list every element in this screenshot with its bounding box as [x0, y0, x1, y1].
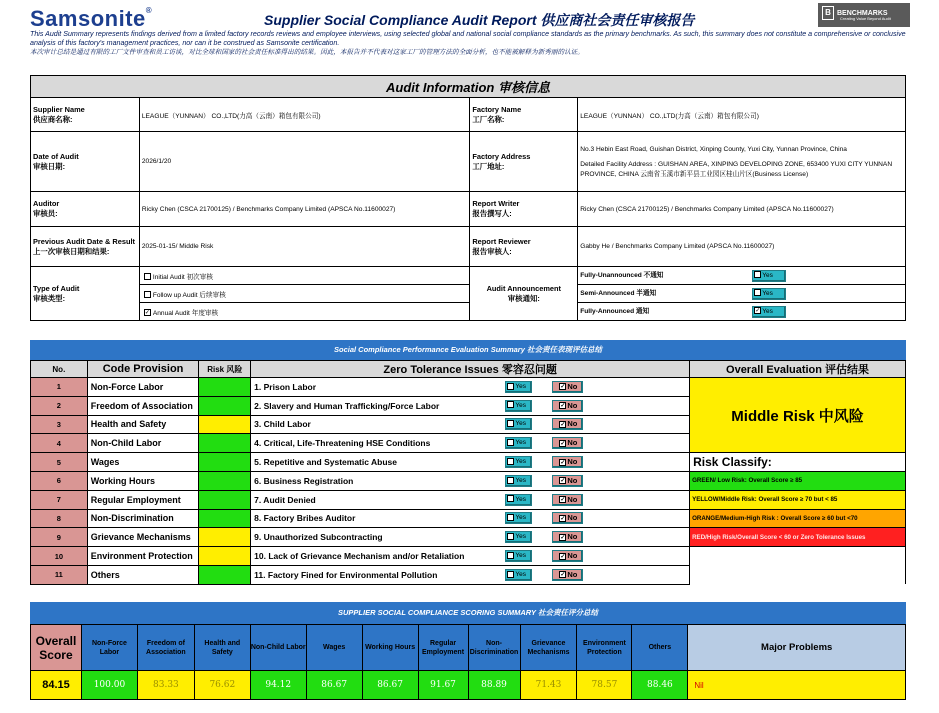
disclaimer	[30, 30, 910, 57]
zero-tolerance-issue: 5. Repetitive and Systematic Abuse	[251, 453, 503, 472]
semi-announced-yes-toggle[interactable]: Yes	[752, 288, 786, 300]
overall-evaluation-result: Middle Risk 中风险	[690, 378, 906, 453]
score-value-cell: 94.12	[250, 671, 306, 700]
code-provision: Health and Safety	[87, 415, 199, 434]
code-provision: Wages	[87, 453, 199, 472]
score-header-cell: Health and Safety	[194, 625, 250, 671]
code-provision: Others	[87, 565, 199, 584]
evaluation-row	[31, 547, 906, 566]
factory-name-value: LEAGUE（YUNNAN） CO.,LTD(力高（云南）箱包有限公司)	[578, 98, 906, 132]
audit-type-annual[interactable]: ✓ Annual Audit 年度审核	[139, 303, 469, 321]
risk-classify-item: GREEN/ Low Risk: Overall Score ≥ 85	[690, 471, 906, 490]
row-number: 6	[31, 471, 88, 490]
score-header-cell: Non-Child Labor	[250, 625, 306, 671]
zt-yes-toggle[interactable]: Yes	[505, 550, 532, 562]
overall-score-header: Overall Score	[31, 625, 82, 671]
zero-tolerance-issue: 9. Unauthorized Subcontracting	[251, 528, 503, 547]
score-header-cell: Non-Force Labor	[81, 625, 137, 671]
risk-indicator	[199, 528, 251, 547]
zt-yes-toggle[interactable]: Yes	[505, 456, 532, 468]
row-number: 4	[31, 434, 88, 453]
risk-classify-label: Risk Classify:	[690, 453, 906, 472]
code-provision: Environment Protection	[87, 547, 199, 566]
report-writer-value: Ricky Chen (CSCA 21700125) / Benchmarks Company Limited (APSCA No.11600027)	[578, 192, 906, 227]
zt-no-toggle[interactable]: ✓ No	[552, 512, 583, 524]
fully-unannounced-yes-toggle[interactable]: Yes	[752, 270, 786, 282]
evaluation-row	[31, 453, 906, 472]
col-no-header: No.	[31, 361, 88, 378]
disclaimer-en: This Audit Summary represents findings derived from a limited factory records reviews and employee interviews, using selected global and national social compliance standards as the primary benchmarks. As such, this summary does not constitute a comprehensive or conclusive analysis of this factory's management practices, nor can it be construed as Samsonite certification.	[30, 30, 906, 47]
evaluation-row	[31, 490, 906, 509]
supplier-name-label: Supplier Name 供应商名称:	[31, 98, 140, 132]
zt-yes-toggle[interactable]: Yes	[505, 531, 532, 543]
zero-tolerance-answer	[502, 434, 689, 453]
audit-type-followup[interactable]: Follow up Audit 后续审核	[139, 285, 469, 303]
announce-fully-unannounced: Fully-Unannounced 不通知 Yes	[578, 267, 906, 285]
evaluation-row	[31, 471, 906, 490]
factory-name-label: Factory Name 工厂名称:	[470, 98, 578, 132]
risk-classify-item: YELLOW/Middle Risk: Overall Score ≥ 70 but < 85	[690, 490, 906, 509]
risk-indicator	[199, 471, 251, 490]
risk-indicator	[199, 453, 251, 472]
score-value-cell: 83.33	[137, 671, 194, 700]
zero-tolerance-issue: 3. Child Labor	[251, 415, 503, 434]
report-reviewer-label: Report Reviewer 报告审核人:	[470, 227, 578, 267]
score-header-cell: Others	[632, 625, 688, 671]
report-header	[30, 6, 910, 32]
major-problems-value: Nil	[688, 671, 906, 700]
disclaimer-cn: 本次审计总结是通过有限的工厂文件审查和员工访谈，对比全球和国家的社会责任标准得出的结果。因此，本报告并不代表对这家工厂的管理方法的全面分析，也不能被解释为新秀丽的认证。	[30, 48, 584, 56]
zt-no-toggle[interactable]: ✓ No	[552, 531, 583, 543]
zero-tolerance-issue: 2. Slavery and Human Trafficking/Force Labor	[251, 396, 503, 415]
score-header-cell: Wages	[306, 625, 362, 671]
row-number: 8	[31, 509, 88, 528]
zero-tolerance-issue: 7. Audit Denied	[251, 490, 503, 509]
risk-indicator	[199, 378, 251, 397]
overall-blank	[690, 547, 906, 585]
score-header-cell: Regular Employment	[418, 625, 468, 671]
score-value-cell: 86.67	[362, 671, 418, 700]
zt-no-toggle[interactable]: ✓ No	[552, 400, 583, 412]
score-value-cell: 71.43	[520, 671, 577, 700]
zt-no-toggle[interactable]: ✓ No	[552, 381, 583, 393]
auditor-value: Ricky Chen (CSCA 21700125) / Benchmarks Company Limited (APSCA No.11600027)	[139, 192, 469, 227]
zt-yes-toggle[interactable]: Yes	[505, 569, 532, 581]
zt-yes-toggle[interactable]: Yes	[505, 437, 532, 449]
zt-yes-toggle[interactable]: Yes	[505, 475, 532, 487]
zt-no-toggle[interactable]: ✓ No	[552, 437, 583, 449]
announce-semi-announced: Semi-Announced 半通知 Yes	[578, 285, 906, 303]
score-value-cell: 88.89	[468, 671, 520, 700]
col-zero-tolerance-header: Zero Tolerance Issues 零容忍问题	[251, 361, 690, 378]
zero-tolerance-issue: 6. Business Registration	[251, 471, 503, 490]
row-number: 2	[31, 396, 88, 415]
audit-type-initial[interactable]: Initial Audit 初次审核	[139, 267, 469, 285]
code-provision: Non-Force Labor	[87, 378, 199, 397]
score-value-cell: 86.67	[306, 671, 362, 700]
followup-audit-checkbox[interactable]	[144, 291, 151, 298]
major-problems-header: Major Problems	[688, 625, 906, 671]
col-risk-header: Risk 风险	[199, 361, 251, 378]
row-number: 1	[31, 378, 88, 397]
factory-address-value: No.3 Hebin East Road, Guishan District, Xinping County, Yuxi City, Yunnan Province, China Detailed Facility Address : GUISHAN AREA, XINPING DEVELOPING ZONE, 653400 YUXI CITY YUNNAN PROVINCE, CHINA 云南省玉溪市新平县工业园区桂山片区(Business License)	[578, 132, 906, 192]
zt-no-toggle[interactable]: ✓ No	[552, 418, 583, 430]
zero-tolerance-answer	[502, 396, 689, 415]
zt-yes-toggle[interactable]: Yes	[505, 512, 532, 524]
code-provision: Grievance Mechanisms	[87, 528, 199, 547]
zt-yes-toggle[interactable]: Yes	[505, 494, 532, 506]
zt-no-toggle[interactable]: ✓ No	[552, 475, 583, 487]
code-provision: Regular Employment	[87, 490, 199, 509]
zero-tolerance-issue: 4. Critical, Life-Threatening HSE Conditions	[251, 434, 503, 453]
col-overall-header: Overall Evaluation 评估结果	[690, 361, 906, 378]
zero-tolerance-issue: 11. Factory Fined for Environmental Pollution	[251, 565, 503, 584]
evaluation-row	[31, 509, 906, 528]
zt-yes-toggle[interactable]: Yes	[505, 381, 532, 393]
zt-no-toggle[interactable]: ✓ No	[552, 494, 583, 506]
code-provision: Non-Discrimination	[87, 509, 199, 528]
score-header-cell: Working Hours	[362, 625, 418, 671]
benchmarks-logo-icon: B	[822, 6, 834, 20]
score-header-cell: Environment Protection	[577, 625, 632, 671]
scoring-table	[30, 624, 906, 700]
risk-indicator	[199, 434, 251, 453]
row-number: 7	[31, 490, 88, 509]
supplier-name-value: LEAGUE（YUNNAN） CO.,LTD(力高（云南）箱包有限公司)	[139, 98, 469, 132]
benchmarks-badge: B BENCHMARKS Creating Value Beyond Audit	[818, 3, 910, 27]
zero-tolerance-answer	[502, 490, 689, 509]
score-value-cell: 100.00	[81, 671, 137, 700]
code-provision: Non-Child Labor	[87, 434, 199, 453]
code-provision: Freedom of Association	[87, 396, 199, 415]
zt-no-toggle[interactable]: ✓ No	[552, 456, 583, 468]
risk-indicator	[199, 396, 251, 415]
risk-indicator	[199, 547, 251, 566]
zero-tolerance-answer	[502, 471, 689, 490]
audit-info-table	[30, 75, 906, 321]
overall-score-value: 84.15	[31, 671, 82, 700]
zero-tolerance-answer	[502, 547, 689, 566]
zero-tolerance-answer	[502, 453, 689, 472]
risk-classify-item: RED/High Risk/Overall Score < 60 or Zero Tolerance Issues	[690, 528, 906, 547]
report-writer-label: Report Writer 报告撰写人:	[470, 192, 578, 227]
evaluation-row	[31, 528, 906, 547]
previous-audit-label: Previous Audit Date & Result 上一次审核日期和结果:	[31, 227, 140, 267]
zt-no-toggle[interactable]: ✓ No	[552, 569, 583, 581]
risk-indicator	[199, 415, 251, 434]
row-number: 9	[31, 528, 88, 547]
factory-address-label: Factory Address 工厂地址:	[470, 132, 578, 192]
zero-tolerance-answer	[502, 528, 689, 547]
audit-announcement-label: Audit Announcement 审核通知:	[470, 267, 578, 321]
audit-date-value: 2026/1/20	[139, 132, 469, 192]
audit-type-label: Type of Audit 审核类型:	[31, 267, 140, 321]
score-header-cell: Non-Discrimination	[468, 625, 520, 671]
zero-tolerance-issue: 10. Lack of Grievance Mechanism and/or Retaliation	[251, 547, 503, 566]
evaluation-heading: Social Compliance Performance Evaluation Summary 社会责任表现评估总结	[30, 340, 906, 360]
audit-date-label: Date of Audit 审核日期:	[31, 132, 140, 192]
report-reviewer-value: Gabby He / Benchmarks Company Limited (APSCA No.11600027)	[578, 227, 906, 267]
announce-fully-announced: Fully-Announced 通知 ✓ Yes	[578, 303, 906, 321]
fully-announced-yes-toggle[interactable]: ✓ Yes	[752, 306, 786, 318]
zero-tolerance-answer	[502, 415, 689, 434]
initial-audit-checkbox[interactable]	[144, 273, 151, 280]
zt-yes-toggle[interactable]: Yes	[505, 400, 532, 412]
row-number: 10	[31, 547, 88, 566]
score-value-cell: 76.62	[194, 671, 250, 700]
zero-tolerance-issue: 1. Prison Labor	[251, 378, 503, 397]
zero-tolerance-issue: 8. Factory Bribes Auditor	[251, 509, 503, 528]
scoring-heading: SUPPLIER SOCIAL COMPLIANCE SCORING SUMMARY 社会责任评分总结	[30, 602, 906, 624]
zero-tolerance-answer	[502, 509, 689, 528]
evaluation-row	[31, 378, 906, 397]
zt-no-toggle[interactable]: ✓ No	[552, 550, 583, 562]
col-provision-header: Code Provision	[87, 361, 199, 378]
samsonite-logo: Samsonite®	[30, 6, 153, 31]
score-value-cell: 91.67	[418, 671, 468, 700]
row-number: 11	[31, 565, 88, 584]
risk-classify-item: ORANGE/Medium-High Risk : Overall Score ≥ 60 but <70	[690, 509, 906, 528]
score-header-cell: Grievance Mechanisms	[520, 625, 577, 671]
auditor-label: Auditor 审核员:	[31, 192, 140, 227]
score-value-cell: 78.57	[577, 671, 632, 700]
risk-indicator	[199, 509, 251, 528]
risk-indicator	[199, 490, 251, 509]
zero-tolerance-answer	[502, 378, 689, 397]
risk-indicator	[199, 565, 251, 584]
score-header-cell: Freedom of Association	[137, 625, 194, 671]
code-provision: Working Hours	[87, 471, 199, 490]
previous-audit-value: 2025-01-15/ Middle Risk	[139, 227, 469, 267]
zero-tolerance-answer	[502, 565, 689, 584]
audit-info-heading: Audit Information 审核信息	[31, 76, 906, 98]
score-value-cell: 88.46	[632, 671, 688, 700]
zt-yes-toggle[interactable]: Yes	[505, 418, 532, 430]
row-number: 3	[31, 415, 88, 434]
evaluation-table	[30, 360, 906, 585]
report-title: Supplier Social Compliance Audit Report 供应商社会责任审核报告	[264, 12, 695, 28]
annual-audit-checkbox[interactable]: ✓	[144, 310, 150, 317]
row-number: 5	[31, 453, 88, 472]
